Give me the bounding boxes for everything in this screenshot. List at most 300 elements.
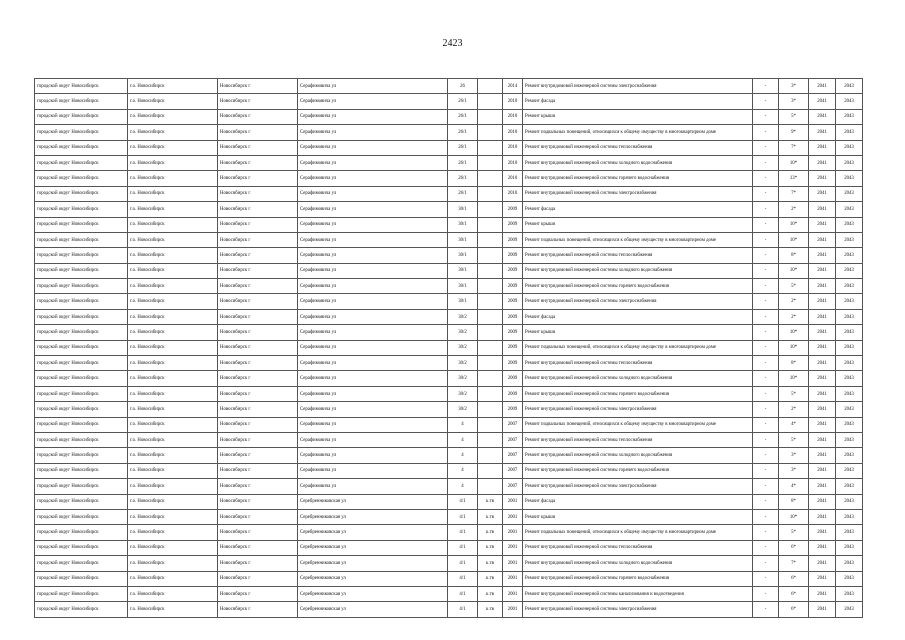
year-cell: 2001 bbox=[503, 586, 523, 601]
end-year-cell: 2043 bbox=[836, 186, 863, 201]
municipality-cell: городской округ Новосибирск bbox=[35, 325, 128, 340]
house-number-cell: 26/1 bbox=[448, 140, 478, 155]
municipality-cell: городской округ Новосибирск bbox=[35, 94, 128, 109]
house-number-cell: 30/2 bbox=[448, 325, 478, 340]
street-cell: Серебренниковская ул bbox=[298, 586, 448, 601]
house-number-cell: 4/1 bbox=[448, 586, 478, 601]
year-cell: 2010 bbox=[503, 125, 523, 140]
street-cell: Серебренниковская ул bbox=[298, 602, 448, 617]
street-cell: Серафимовича ул bbox=[298, 386, 448, 401]
municipality-cell: городской округ Новосибирск bbox=[35, 509, 128, 524]
dash-cell: - bbox=[753, 386, 779, 401]
start-year-cell: 2041 bbox=[809, 509, 836, 524]
table-row bbox=[35, 371, 863, 386]
table-row bbox=[35, 417, 863, 432]
street-cell: Серебренниковская ул bbox=[298, 556, 448, 571]
municipality-cell: городской округ Новосибирск bbox=[35, 232, 128, 247]
street-cell: Серафимовича ул bbox=[298, 402, 448, 417]
city-cell: Новосибирск г bbox=[218, 263, 298, 278]
house-number-cell: 4 bbox=[448, 417, 478, 432]
dash-cell: - bbox=[753, 556, 779, 571]
end-year-cell: 2043 bbox=[836, 155, 863, 170]
start-year-cell: 2041 bbox=[809, 340, 836, 355]
street-cell: Серафимовича ул bbox=[298, 109, 448, 124]
house-number-cell: 26 bbox=[448, 79, 478, 94]
table-row bbox=[35, 248, 863, 263]
period-cell: 3* bbox=[779, 94, 809, 109]
period-cell: 10* bbox=[779, 340, 809, 355]
end-year-cell: 2043 bbox=[836, 109, 863, 124]
table-row bbox=[35, 586, 863, 601]
street-cell: Серафимовича ул bbox=[298, 171, 448, 186]
start-year-cell: 2041 bbox=[809, 463, 836, 478]
house-number-cell: 4/1 bbox=[448, 509, 478, 524]
period-cell: 6* bbox=[779, 540, 809, 555]
table-row bbox=[35, 540, 863, 555]
city-cell: Новосибирск г bbox=[218, 248, 298, 263]
district-cell: г.о. Новосибирск bbox=[128, 402, 218, 417]
start-year-cell: 2041 bbox=[809, 586, 836, 601]
year-cell: 2009 bbox=[503, 356, 523, 371]
district-cell: г.о. Новосибирск bbox=[128, 79, 218, 94]
municipality-cell: городской округ Новосибирск bbox=[35, 586, 128, 601]
house-number-cell: 4/1 bbox=[448, 540, 478, 555]
dash-cell: - bbox=[753, 463, 779, 478]
street-cell: Серафимовича ул bbox=[298, 217, 448, 232]
year-cell: 2001 bbox=[503, 556, 523, 571]
city-cell: Новосибирск г bbox=[218, 417, 298, 432]
house-number-cell: 30/1 bbox=[448, 248, 478, 263]
year-cell: 2009 bbox=[503, 202, 523, 217]
dash-cell: - bbox=[753, 186, 779, 201]
building-cell bbox=[478, 217, 503, 232]
dash-cell: - bbox=[753, 248, 779, 263]
house-number-cell: 26/1 bbox=[448, 125, 478, 140]
house-number-cell: 30/2 bbox=[448, 356, 478, 371]
table-row bbox=[35, 494, 863, 509]
street-cell: Серафимовича ул bbox=[298, 186, 448, 201]
city-cell: Новосибирск г bbox=[218, 232, 298, 247]
start-year-cell: 2041 bbox=[809, 94, 836, 109]
municipality-cell: городской округ Новосибирск bbox=[35, 155, 128, 170]
year-cell: 2001 bbox=[503, 602, 523, 617]
municipality-cell: городской округ Новосибирск bbox=[35, 125, 128, 140]
work-type-cell: Ремонт внутридомовой инженерной системы холодного водоснабжения bbox=[523, 263, 753, 278]
street-cell: Серафимовича ул bbox=[298, 94, 448, 109]
start-year-cell: 2041 bbox=[809, 417, 836, 432]
street-cell: Серафимовича ул bbox=[298, 371, 448, 386]
city-cell: Новосибирск г bbox=[218, 586, 298, 601]
dash-cell: - bbox=[753, 540, 779, 555]
dash-cell: - bbox=[753, 79, 779, 94]
city-cell: Новосибирск г bbox=[218, 463, 298, 478]
house-number-cell: 26/1 bbox=[448, 94, 478, 109]
end-year-cell: 2043 bbox=[836, 232, 863, 247]
work-type-cell: Ремонт фасада bbox=[523, 94, 753, 109]
district-cell: г.о. Новосибирск bbox=[128, 494, 218, 509]
building-cell bbox=[478, 140, 503, 155]
dash-cell: - bbox=[753, 325, 779, 340]
end-year-cell: 2043 bbox=[836, 402, 863, 417]
city-cell: Новосибирск г bbox=[218, 540, 298, 555]
house-number-cell: 30/1 bbox=[448, 232, 478, 247]
period-cell: 10* bbox=[779, 325, 809, 340]
street-cell: Серебренниковская ул bbox=[298, 525, 448, 540]
start-year-cell: 2041 bbox=[809, 432, 836, 447]
street-cell: Серебренниковская ул bbox=[298, 540, 448, 555]
table-row bbox=[35, 525, 863, 540]
year-cell: 2010 bbox=[503, 186, 523, 201]
table-row bbox=[35, 140, 863, 155]
start-year-cell: 2041 bbox=[809, 325, 836, 340]
work-type-cell: Ремонт подвальных помещений, относящихся к общему имуществу в многоквартирном доме bbox=[523, 340, 753, 355]
period-cell: 3* bbox=[779, 463, 809, 478]
year-cell: 2009 bbox=[503, 217, 523, 232]
building-cell bbox=[478, 186, 503, 201]
house-number-cell: 30/1 bbox=[448, 202, 478, 217]
municipality-cell: городской округ Новосибирск bbox=[35, 432, 128, 447]
district-cell: г.о. Новосибирск bbox=[128, 479, 218, 494]
work-type-cell: Ремонт крыши bbox=[523, 217, 753, 232]
year-cell: 2001 bbox=[503, 540, 523, 555]
dash-cell: - bbox=[753, 479, 779, 494]
dash-cell: - bbox=[753, 340, 779, 355]
building-cell bbox=[478, 232, 503, 247]
start-year-cell: 2041 bbox=[809, 386, 836, 401]
table-row bbox=[35, 479, 863, 494]
street-cell: Серафимовича ул bbox=[298, 140, 448, 155]
dash-cell: - bbox=[753, 356, 779, 371]
city-cell: Новосибирск г bbox=[218, 602, 298, 617]
start-year-cell: 2041 bbox=[809, 248, 836, 263]
district-cell: г.о. Новосибирск bbox=[128, 94, 218, 109]
start-year-cell: 2041 bbox=[809, 371, 836, 386]
table-row bbox=[35, 125, 863, 140]
end-year-cell: 2043 bbox=[836, 540, 863, 555]
year-cell: 2014 bbox=[503, 79, 523, 94]
city-cell: Новосибирск г bbox=[218, 325, 298, 340]
building-cell: к.тв bbox=[478, 571, 503, 586]
work-type-cell: Ремонт внутридомовой инженерной системы холодного водоснабжения bbox=[523, 448, 753, 463]
dash-cell: - bbox=[753, 140, 779, 155]
end-year-cell: 2043 bbox=[836, 602, 863, 617]
building-cell bbox=[478, 356, 503, 371]
end-year-cell: 2043 bbox=[836, 125, 863, 140]
building-cell: к.тв bbox=[478, 602, 503, 617]
city-cell: Новосибирск г bbox=[218, 509, 298, 524]
district-cell: г.о. Новосибирск bbox=[128, 279, 218, 294]
house-number-cell: 4/1 bbox=[448, 556, 478, 571]
work-type-cell: Ремонт крыши bbox=[523, 109, 753, 124]
district-cell: г.о. Новосибирск bbox=[128, 586, 218, 601]
city-cell: Новосибирск г bbox=[218, 556, 298, 571]
city-cell: Новосибирск г bbox=[218, 386, 298, 401]
municipality-cell: городской округ Новосибирск bbox=[35, 248, 128, 263]
end-year-cell: 2043 bbox=[836, 448, 863, 463]
period-cell: 4* bbox=[779, 417, 809, 432]
work-type-cell: Ремонт подвальных помещений, относящихся к общему имуществу в многоквартирном доме bbox=[523, 232, 753, 247]
house-number-cell: 26/1 bbox=[448, 171, 478, 186]
start-year-cell: 2041 bbox=[809, 402, 836, 417]
period-cell: 10* bbox=[779, 371, 809, 386]
district-cell: г.о. Новосибирск bbox=[128, 232, 218, 247]
period-cell: 3* bbox=[779, 79, 809, 94]
district-cell: г.о. Новосибирск bbox=[128, 432, 218, 447]
district-cell: г.о. Новосибирск bbox=[128, 602, 218, 617]
building-cell bbox=[478, 309, 503, 324]
work-type-cell: Ремонт фасада bbox=[523, 309, 753, 324]
district-cell: г.о. Новосибирск bbox=[128, 340, 218, 355]
house-number-cell: 30/1 bbox=[448, 294, 478, 309]
period-cell: 8* bbox=[779, 494, 809, 509]
house-number-cell: 30/1 bbox=[448, 263, 478, 278]
dash-cell: - bbox=[753, 371, 779, 386]
start-year-cell: 2041 bbox=[809, 525, 836, 540]
district-cell: г.о. Новосибирск bbox=[128, 556, 218, 571]
building-cell bbox=[478, 417, 503, 432]
dash-cell: - bbox=[753, 432, 779, 447]
dash-cell: - bbox=[753, 171, 779, 186]
year-cell: 2007 bbox=[503, 463, 523, 478]
building-cell bbox=[478, 294, 503, 309]
table-row bbox=[35, 155, 863, 170]
building-cell bbox=[478, 155, 503, 170]
end-year-cell: 2043 bbox=[836, 432, 863, 447]
building-cell bbox=[478, 109, 503, 124]
start-year-cell: 2041 bbox=[809, 602, 836, 617]
end-year-cell: 2043 bbox=[836, 279, 863, 294]
period-cell: 2* bbox=[779, 402, 809, 417]
district-cell: г.о. Новосибирск bbox=[128, 571, 218, 586]
year-cell: 2009 bbox=[503, 263, 523, 278]
end-year-cell: 2043 bbox=[836, 417, 863, 432]
work-type-cell: Ремонт внутридомовой инженерной системы электроснабжения bbox=[523, 402, 753, 417]
table-row bbox=[35, 294, 863, 309]
start-year-cell: 2041 bbox=[809, 556, 836, 571]
city-cell: Новосибирск г bbox=[218, 217, 298, 232]
year-cell: 2009 bbox=[503, 232, 523, 247]
building-cell bbox=[478, 448, 503, 463]
house-number-cell: 30/2 bbox=[448, 386, 478, 401]
period-cell: 10* bbox=[779, 217, 809, 232]
building-cell bbox=[478, 125, 503, 140]
district-cell: г.о. Новосибирск bbox=[128, 294, 218, 309]
building-cell bbox=[478, 171, 503, 186]
work-type-cell: Ремонт внутридомовой инженерной системы холодного водоснабжения bbox=[523, 556, 753, 571]
table-row bbox=[35, 232, 863, 247]
street-cell: Серафимовича ул bbox=[298, 463, 448, 478]
year-cell: 2007 bbox=[503, 448, 523, 463]
city-cell: Новосибирск г bbox=[218, 448, 298, 463]
house-number-cell: 4 bbox=[448, 479, 478, 494]
year-cell: 2007 bbox=[503, 417, 523, 432]
year-cell: 2001 bbox=[503, 525, 523, 540]
city-cell: Новосибирск г bbox=[218, 371, 298, 386]
start-year-cell: 2041 bbox=[809, 171, 836, 186]
table-row bbox=[35, 463, 863, 478]
work-type-cell: Ремонт внутридомовой инженерной системы горячего водоснабжения bbox=[523, 571, 753, 586]
year-cell: 2009 bbox=[503, 371, 523, 386]
table-row bbox=[35, 432, 863, 447]
building-cell bbox=[478, 386, 503, 401]
start-year-cell: 2041 bbox=[809, 232, 836, 247]
city-cell: Новосибирск г bbox=[218, 109, 298, 124]
city-cell: Новосибирск г bbox=[218, 125, 298, 140]
street-cell: Серафимовича ул bbox=[298, 248, 448, 263]
street-cell: Серебренниковская ул bbox=[298, 571, 448, 586]
municipality-cell: городской округ Новосибирск bbox=[35, 494, 128, 509]
municipality-cell: городской округ Новосибирск bbox=[35, 356, 128, 371]
street-cell: Серафимовича ул bbox=[298, 309, 448, 324]
period-cell: 8* bbox=[779, 356, 809, 371]
work-type-cell: Ремонт крыши bbox=[523, 509, 753, 524]
municipality-cell: городской округ Новосибирск bbox=[35, 294, 128, 309]
house-number-cell: 30/2 bbox=[448, 309, 478, 324]
district-cell: г.о. Новосибирск bbox=[128, 309, 218, 324]
city-cell: Новосибирск г bbox=[218, 571, 298, 586]
building-cell: к.тв bbox=[478, 494, 503, 509]
street-cell: Серафимовича ул bbox=[298, 232, 448, 247]
period-cell: 6* bbox=[779, 602, 809, 617]
table-row bbox=[35, 263, 863, 278]
city-cell: Новосибирск г bbox=[218, 140, 298, 155]
building-cell: к.тв bbox=[478, 556, 503, 571]
end-year-cell: 2043 bbox=[836, 202, 863, 217]
end-year-cell: 2043 bbox=[836, 171, 863, 186]
period-cell: 10* bbox=[779, 232, 809, 247]
end-year-cell: 2043 bbox=[836, 140, 863, 155]
work-type-cell: Ремонт подвальных помещений, относящихся к общему имуществу в многоквартирном доме bbox=[523, 525, 753, 540]
work-type-cell: Ремонт внутридомовой инженерной системы холодного водоснабжения bbox=[523, 155, 753, 170]
end-year-cell: 2043 bbox=[836, 340, 863, 355]
house-number-cell: 4/1 bbox=[448, 525, 478, 540]
table-row bbox=[35, 202, 863, 217]
year-cell: 2007 bbox=[503, 432, 523, 447]
municipality-cell: городской округ Новосибирск bbox=[35, 202, 128, 217]
period-cell: 5* bbox=[779, 525, 809, 540]
start-year-cell: 2041 bbox=[809, 155, 836, 170]
district-cell: г.о. Новосибирск bbox=[128, 371, 218, 386]
city-cell: Новосибирск г bbox=[218, 94, 298, 109]
table-row bbox=[35, 386, 863, 401]
dash-cell: - bbox=[753, 94, 779, 109]
dash-cell: - bbox=[753, 448, 779, 463]
period-cell: 7* bbox=[779, 140, 809, 155]
street-cell: Серебренниковская ул bbox=[298, 494, 448, 509]
start-year-cell: 2041 bbox=[809, 448, 836, 463]
city-cell: Новосибирск г bbox=[218, 155, 298, 170]
period-cell: 3* bbox=[779, 448, 809, 463]
municipality-cell: городской округ Новосибирск bbox=[35, 417, 128, 432]
municipality-cell: городской округ Новосибирск bbox=[35, 279, 128, 294]
capital-repair-table bbox=[34, 78, 863, 618]
start-year-cell: 2041 bbox=[809, 540, 836, 555]
year-cell: 2009 bbox=[503, 325, 523, 340]
year-cell: 2010 bbox=[503, 171, 523, 186]
district-cell: г.о. Новосибирск bbox=[128, 248, 218, 263]
street-cell: Серафимовича ул bbox=[298, 202, 448, 217]
street-cell: Серафимовича ул bbox=[298, 294, 448, 309]
house-number-cell: 4 bbox=[448, 432, 478, 447]
street-cell: Серафимовича ул bbox=[298, 479, 448, 494]
period-cell: 7* bbox=[779, 556, 809, 571]
end-year-cell: 2043 bbox=[836, 479, 863, 494]
period-cell: 13* bbox=[779, 171, 809, 186]
end-year-cell: 2043 bbox=[836, 325, 863, 340]
district-cell: г.о. Новосибирск bbox=[128, 448, 218, 463]
period-cell: 7* bbox=[779, 186, 809, 201]
table-row bbox=[35, 217, 863, 232]
work-type-cell: Ремонт внутридомовой инженерной системы теплоснабжения bbox=[523, 140, 753, 155]
year-cell: 2009 bbox=[503, 248, 523, 263]
table-row bbox=[35, 279, 863, 294]
end-year-cell: 2043 bbox=[836, 586, 863, 601]
district-cell: г.о. Новосибирск bbox=[128, 386, 218, 401]
municipality-cell: городской округ Новосибирск bbox=[35, 479, 128, 494]
end-year-cell: 2043 bbox=[836, 79, 863, 94]
work-type-cell: Ремонт подвальных помещений, относящихся к общему имуществу в многоквартирном доме bbox=[523, 417, 753, 432]
building-cell: к.тв bbox=[478, 525, 503, 540]
end-year-cell: 2043 bbox=[836, 263, 863, 278]
city-cell: Новосибирск г bbox=[218, 356, 298, 371]
city-cell: Новосибирск г bbox=[218, 340, 298, 355]
district-cell: г.о. Новосибирск bbox=[128, 463, 218, 478]
work-type-cell: Ремонт крыши bbox=[523, 325, 753, 340]
municipality-cell: городской округ Новосибирск bbox=[35, 140, 128, 155]
district-cell: г.о. Новосибирск bbox=[128, 217, 218, 232]
building-cell bbox=[478, 463, 503, 478]
city-cell: Новосибирск г bbox=[218, 494, 298, 509]
start-year-cell: 2041 bbox=[809, 309, 836, 324]
year-cell: 2001 bbox=[503, 571, 523, 586]
work-type-cell: Ремонт подвальных помещений, относящихся к общему имуществу в многоквартирном доме bbox=[523, 125, 753, 140]
table-row bbox=[35, 356, 863, 371]
work-type-cell: Ремонт внутридомовой инженерной системы теплоснабжения bbox=[523, 540, 753, 555]
municipality-cell: городской округ Новосибирск bbox=[35, 109, 128, 124]
table-row bbox=[35, 109, 863, 124]
year-cell: 2001 bbox=[503, 494, 523, 509]
street-cell: Серафимовича ул bbox=[298, 448, 448, 463]
building-cell bbox=[478, 325, 503, 340]
building-cell bbox=[478, 79, 503, 94]
city-cell: Новосибирск г bbox=[218, 479, 298, 494]
start-year-cell: 2041 bbox=[809, 294, 836, 309]
city-cell: Новосибирск г bbox=[218, 279, 298, 294]
start-year-cell: 2041 bbox=[809, 186, 836, 201]
period-cell: 2* bbox=[779, 202, 809, 217]
start-year-cell: 2041 bbox=[809, 279, 836, 294]
work-type-cell: Ремонт внутридомовой инженерной системы горячего водоснабжения bbox=[523, 279, 753, 294]
dash-cell: - bbox=[753, 232, 779, 247]
house-number-cell: 4 bbox=[448, 463, 478, 478]
work-type-cell: Ремонт внутридомовой инженерной системы электроснабжения bbox=[523, 479, 753, 494]
house-number-cell: 26/1 bbox=[448, 155, 478, 170]
period-cell: 2* bbox=[779, 294, 809, 309]
municipality-cell: городской округ Новосибирск bbox=[35, 309, 128, 324]
dash-cell: - bbox=[753, 586, 779, 601]
district-cell: г.о. Новосибирск bbox=[128, 109, 218, 124]
period-cell: 10* bbox=[779, 155, 809, 170]
year-cell: 2009 bbox=[503, 386, 523, 401]
dash-cell: - bbox=[753, 125, 779, 140]
period-cell: 4* bbox=[779, 479, 809, 494]
work-type-cell: Ремонт внутридомовой инженерной системы горячего водоснабжения bbox=[523, 386, 753, 401]
municipality-cell: городской округ Новосибирск bbox=[35, 171, 128, 186]
end-year-cell: 2043 bbox=[836, 494, 863, 509]
period-cell: 10* bbox=[779, 509, 809, 524]
period-cell: 8* bbox=[779, 248, 809, 263]
street-cell: Серафимовича ул bbox=[298, 325, 448, 340]
